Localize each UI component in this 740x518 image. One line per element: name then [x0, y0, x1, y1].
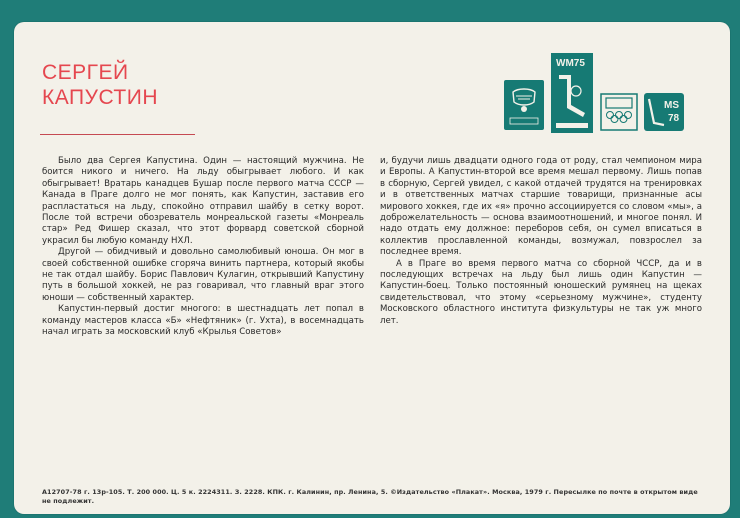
svg-text:MS: MS: [664, 100, 679, 111]
article-column-left: [42, 156, 364, 339]
publisher-imprint: А12707-78 г. 13р-105. Т. 200 000. Ц. 5 к. 2224311. З. 2228. КПК. г. Калинин, пр. Ленина, 5. ©Издательство «Плакат». Москва, 1979 г. Пересылке по почте в открытом виде не подлежит.: [42, 488, 698, 505]
player-first-name: СЕРГЕЙ: [42, 61, 129, 84]
svg-text:WM75: WM75: [556, 58, 585, 69]
article-column-right: [380, 156, 702, 327]
paragraph: Было два Сергея Капустина. Один — настоящий мужчина. Не боится никого и ничего. На льду обыгрывает любого. И как обыгрывает! Вратарь канадцев Бушар после первого матча СССР — Канада в Праге долго не мог понять, как Капустин, заставив его распластаться на льду, спокойно отправил шайбу в сетку ворот. После той встречи обозреватель монреальской газеты «Монреаль стар» Ред Фишер сказал, что этот форвард советской сборной украсил бы любую команду НХЛ.: [42, 156, 364, 246]
title-underline: [40, 134, 195, 135]
paragraph: и, будучи лишь двадцати одного года от роду, стал чемпионом мира и Европы. А Капустин-второй все время мешал первому. Лишь попав в сборную, Сергей увидел, с какой отдачей трудятся на тренировках и в ответственных матчах старшие товарищи, признанные асы мирового хоккея, где их «я» прочно ассоциируется со словом «мы», а доброжелательность — основа взаимоотношений, и многое понял. И надо отдать ему должное: переборов себя, он сумел вписаться в коллектив прославленной команды, возмужал, повзрослел за последнее время.: [380, 156, 702, 258]
svg-text:78: 78: [668, 113, 680, 124]
soviet-hockey-emblem-icon: [504, 80, 544, 130]
paragraph: А в Праге во время первого матча со сборной ЧССР, да и в последующих встречах на льду был лишь один Капустин — Капустин-боец. Только постоянный юношеский румянец на щеках свидетельствовал, что этому «серьезному мужчине», студенту Московского областного института физкультуры не так уж много лет.: [380, 258, 702, 326]
player-name: [42, 60, 158, 110]
olympic-rings-emblem-icon: [600, 93, 638, 131]
paragraph: Капустин-первый достиг многого: в шестнадцать лет попал в команду мастеров класса «Б» «Нефтяник» (г. Ухта), в восемнадцать начал играть за московский клуб «Крылья Советов»: [42, 304, 364, 338]
wm75-emblem-icon: [551, 53, 593, 133]
paragraph: Другой — обидчивый и довольно самолюбивый юноша. Он мог в своей собственной ошибке сгоряча винить партнера, который якобы не так отдал шайбу. Борис Павлович Кулагин, открывший Капустину путь в большой хоккей, не раз говаривал, что главный враг этого юноши — собственный характер.: [42, 247, 364, 303]
player-last-name: КАПУСТИН: [42, 86, 158, 109]
ms78-emblem-icon: [644, 93, 684, 131]
